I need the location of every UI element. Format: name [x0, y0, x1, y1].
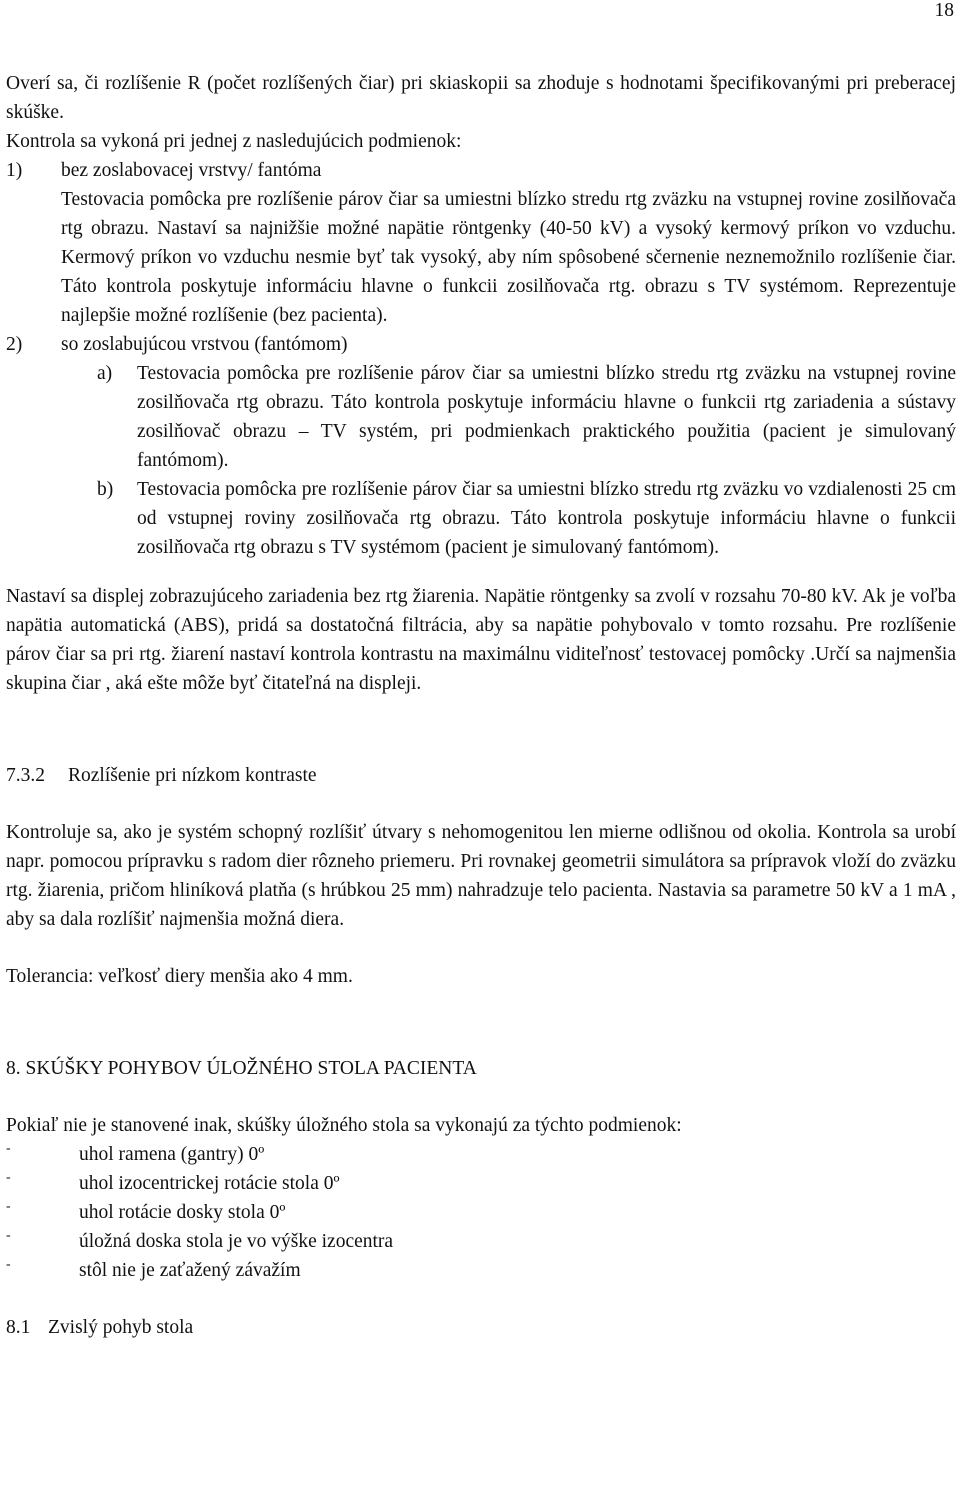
list-item — [6, 1198, 956, 1227]
section-heading — [6, 1313, 956, 1342]
spacer — [6, 934, 956, 962]
condition-body: Testovacia pomôcka pre rozlíšenie párov čiar sa umiestni blízko stredu rtg zväzku na vstupnej rovine zosilňovača rtg obrazu. Nastaví sa najnižšie možné napätie röntgenky (40-50 kV) a vysoký kermový príkon vo vzduchu. Kermový príkon vo vzduchu nesmie byť tak vysoký, aby ním spôsobené sčernenie neznemožnilo rozlíšenie čiar. Táto kontrola poskytuje informáciu hlavne o funkcii zosilňovača rtg. obrazu s TV systémom. Reprezentuje najlepšie možné rozlíšenie (bez pacienta). — [61, 189, 956, 326]
section-body: Kontroluje sa, ako je systém schopný rozlíšiť útvary s nehomogenitou len mierne odlišnou od okolia. Kontrola sa urobí napr. pomocou prípravku s radom dier rôzneho priemeru. Pri rovnakej geometrii simulátora sa prípravok vloží do zväzku rtg. žiarenia, pričom hliníková platňa (s hrúbkou 25 mm) nahradzuje telo pacienta. Nastavia sa parametre 50 kV a 1 mA , aby sa dala rozlíšiť najmenšia možná diera. — [6, 822, 956, 930]
subitem-letter: a) — [97, 363, 113, 384]
spacer — [6, 991, 956, 1054]
list-item-text: úložná doska stola je vo výške izocentra — [79, 1231, 394, 1252]
subitem-text: Testovacia pomôcka pre rozlíšenie párov čiar sa umiestni blízko stredu rtg zväzku na vstupnej rovine zosilňovača rtg obrazu. Táto kontrola poskytuje informáciu hlavne o funkcii rtg zariadenia a sústavy zosilňovač obrazu – TV systém, pri podmienkach praktického použitia (pacient je simulovaný fantómom). — [137, 363, 956, 471]
dash-bullet: - — [6, 1170, 11, 1185]
spacer — [6, 562, 956, 582]
dash-bullet: - — [6, 1228, 11, 1243]
subitem-letter: b) — [97, 479, 114, 500]
section-title: Zvislý pohyb stola — [48, 1317, 194, 1338]
conditions-intro: Pokiaľ nie je stanovené inak, skúšky úložného stola sa vykonajú za týchto podmienok: — [6, 1115, 682, 1136]
subitem-text: Testovacia pomôcka pre rozlíšenie párov čiar sa umiestni blízko stredu rtg zväzku vo vzdialenosti 25 cm od vstupnej roviny zosilňovača rtg obrazu. Táto kontrola poskytuje informáciu hlavne o funkcii zosilňovača rtg obrazu s TV systémom (pacient je simulovaný fantómom). — [137, 479, 956, 558]
tolerance-text: Tolerancia: veľkosť diery menšia ako 4 mm. — [6, 966, 353, 987]
condition-number: 2) — [6, 334, 23, 355]
condition-number: 1) — [6, 160, 23, 181]
spacer — [6, 1083, 956, 1111]
spacer — [6, 790, 956, 818]
dash-bullet: - — [6, 1257, 11, 1272]
dash-bullet: - — [6, 1199, 11, 1214]
list-item — [6, 1140, 956, 1169]
page-number: 18 — [934, 0, 954, 21]
dash-bullet: - — [6, 1141, 11, 1156]
section-title: Rozlíšenie pri nízkom kontraste — [68, 765, 317, 786]
display-paragraph: Nastaví sa displej zobrazujúceho zariadenia bez rtg žiarenia. Napätie röntgenky sa zvolí v rozsahu 70-80 kV. Ak je voľba napätia automatická (ABS), pridá sa dostatočná filtrácia, aby sa napätie pohybovalo v tomto rozsahu. Pre rozlíšenie párov čiar sa pri rtg. žiarení nastaví kontrola kontrastu na maximálnu viditeľnosť testovacej pomôcky .Určí sa najmenšia skupina čiar , aká ešte môže byť čitateľná na displeji. — [6, 586, 956, 694]
condition-title: bez zoslabovacej vrstvy/ fantóma — [61, 160, 322, 181]
condition-item — [6, 330, 956, 359]
section-number: 8.1 — [6, 1317, 31, 1338]
condition-item — [6, 156, 956, 185]
list-item — [6, 1227, 956, 1256]
list-item-text: uhol ramena (gantry) 0º — [79, 1144, 265, 1165]
condition-title: so zoslabujúcou vrstvou (fantómom) — [61, 334, 348, 355]
section-heading — [6, 761, 956, 790]
spacer — [6, 698, 956, 761]
conditions-intro: Kontrola sa vykoná pri jednej z nasledujúcich podmienok: — [6, 131, 462, 152]
intro-paragraph: Overí sa, či rozlíšenie R (počet rozlíšených čiar) pri skiaskopii sa zhoduje s hodnotami špecifikovanými pri preberacej skúške. — [6, 73, 956, 123]
condition-subitem — [97, 475, 956, 562]
page-content — [6, 69, 956, 1342]
spacer — [6, 1285, 956, 1313]
list-item — [6, 1169, 956, 1198]
list-item — [6, 1256, 956, 1285]
chapter-heading: 8. SKÚŠKY POHYBOV ÚLOŽNÉHO STOLA PACIENTA — [6, 1058, 477, 1079]
list-item-text: uhol izocentrickej rotácie stola 0º — [79, 1173, 340, 1194]
section-number: 7.3.2 — [6, 765, 45, 786]
list-item-text: uhol rotácie dosky stola 0º — [79, 1202, 286, 1223]
list-item-text: stôl nie je zaťažený závažím — [79, 1260, 301, 1281]
condition-subitem — [97, 359, 956, 475]
condition-list — [6, 1140, 956, 1285]
